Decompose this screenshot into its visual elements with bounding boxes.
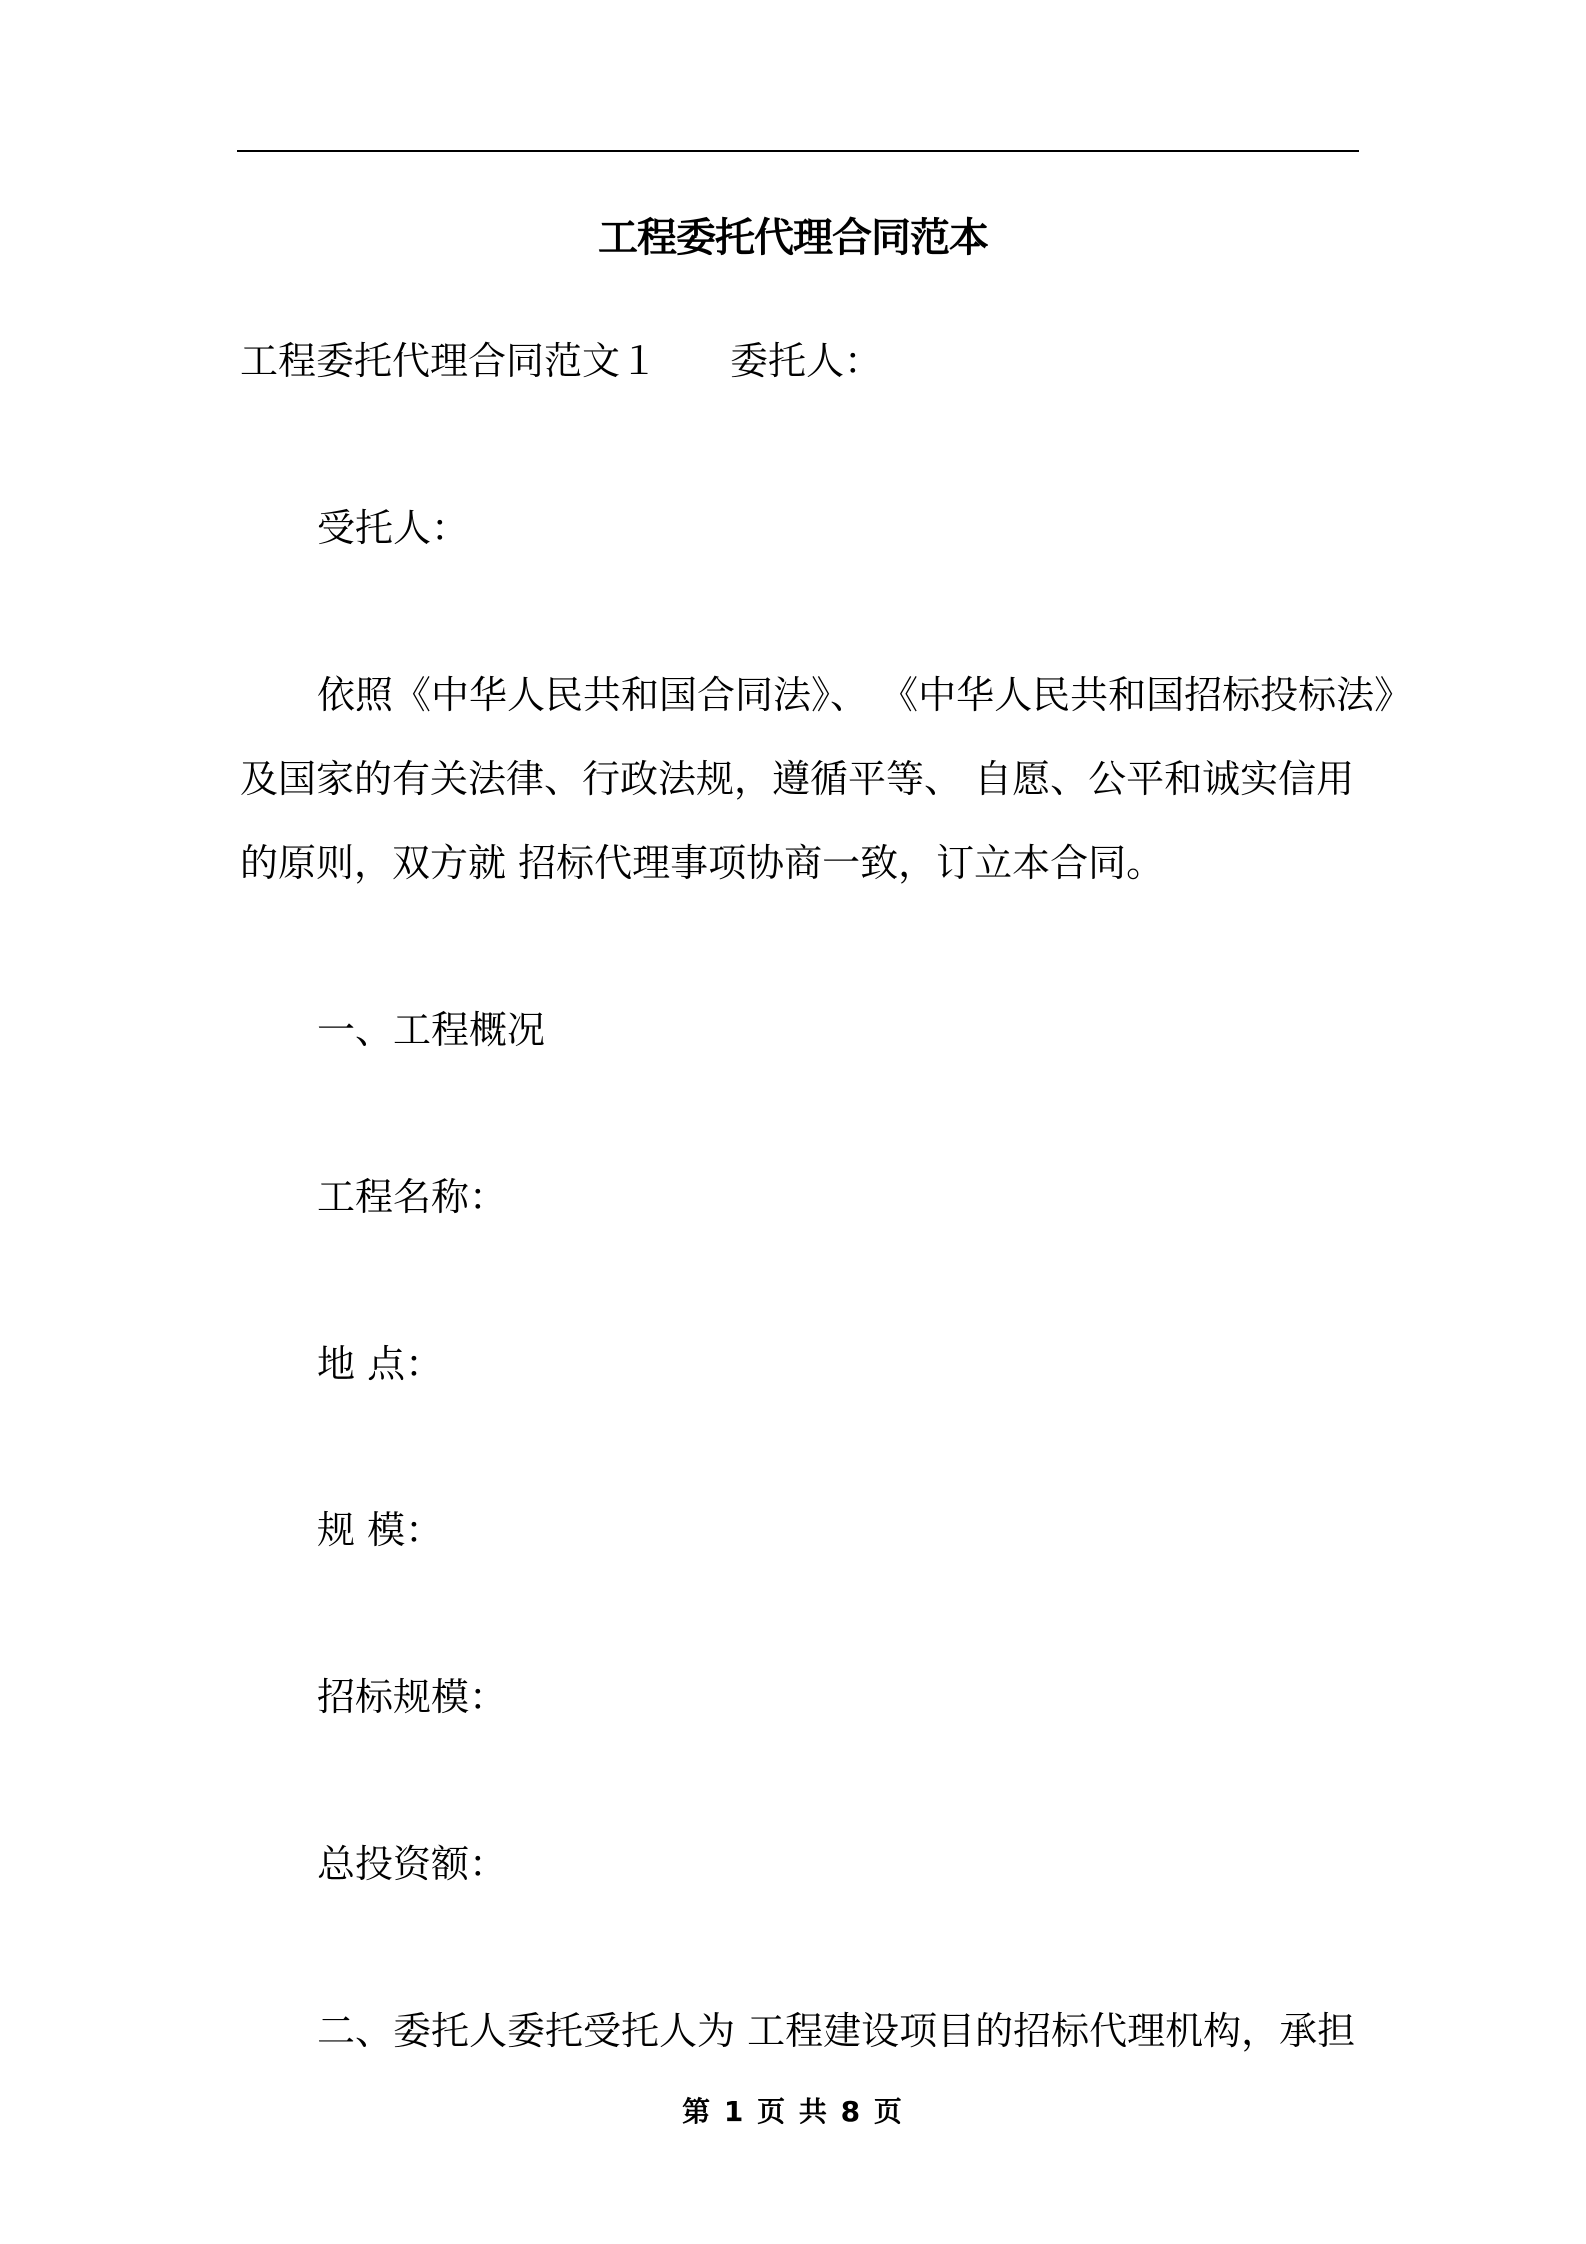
heading-line-right: 委托人：: [730, 339, 883, 383]
field-scale: 规 模：: [317, 1508, 444, 1552]
heading-line-left: 工程委托代理合同范文１: [240, 339, 659, 383]
page-footer: 第 1 页 共 8 页: [682, 2095, 904, 2128]
field-project-name: 工程名称：: [317, 1175, 508, 1219]
field-total-investment: 总投资额：: [317, 1842, 508, 1886]
section-2-start: 二、委托人委托受托人为 工程建设项目的招标代理机构，承担: [317, 2009, 1356, 2053]
field-tender-scale: 招标规模：: [317, 1675, 508, 1719]
section-1-title: 一、工程概况: [317, 1008, 546, 1052]
document-title: 工程委托代理合同范本: [598, 215, 988, 261]
entrustee-label: 受托人：: [317, 506, 470, 550]
intro-line-3: 的原则，双方就 招标代理事项协商一致，订立本合同。: [240, 841, 1165, 885]
intro-line-2: 及国家的有关法律、行政法规，遵循平等、 自愿、公平和诚实信用: [240, 757, 1355, 801]
intro-line-1: 依照《中华人民共和国合同法》、 《中华人民共和国招标投标法》: [317, 673, 1413, 717]
heading-line: [240, 336, 882, 386]
header-rule: [237, 150, 1359, 152]
field-location: 地 点：: [317, 1342, 444, 1386]
